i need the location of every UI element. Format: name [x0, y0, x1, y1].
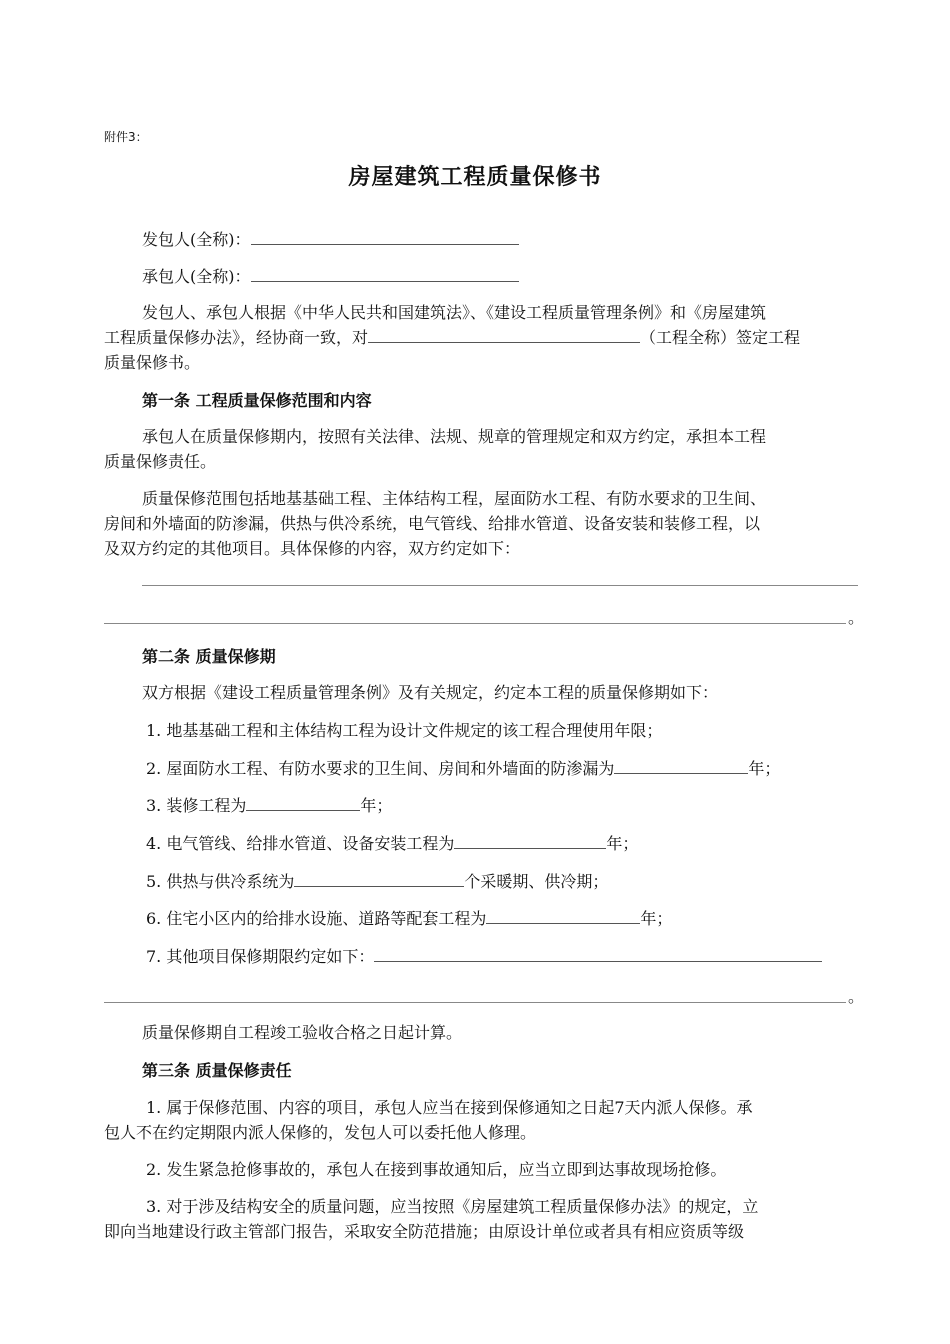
- waterproof-years-blank[interactable]: [614, 757, 748, 774]
- article-1-end-mark: 。: [848, 608, 865, 627]
- intro-line-1: 发包人、承包人根据《中华人民共和国建筑法》、《建设工程质量管理条例》和《房屋建筑: [142, 303, 767, 322]
- warranty-item-7-text: 7. 其他项目保修期限约定如下：: [146, 947, 375, 966]
- article-3-p3-line-1: 3. 对于涉及结构安全的质量问题，应当按照《房屋建筑工程质量保修办法》的规定，立: [146, 1197, 759, 1216]
- page-title: 房屋建筑工程质量保修书: [348, 165, 602, 190]
- warranty-item-1: 1. 地基基础工程和主体结构工程为设计文件规定的该工程合理使用年限；: [146, 721, 663, 740]
- supporting-works-years-blank[interactable]: [486, 907, 640, 924]
- party-b-blank[interactable]: [251, 265, 519, 282]
- installation-years-blank[interactable]: [454, 832, 606, 849]
- warranty-item-3: [146, 793, 392, 819]
- article-3-p1-line-2: 包人不在约定期限内派人保修的，发包人可以委托他人修理。: [104, 1123, 537, 1142]
- party-a-label: 发包人(全称)：: [142, 230, 251, 249]
- warranty-item-5-unit: 个采暖期、供冷期；: [464, 872, 609, 891]
- article-1-blank-line-2[interactable]: [104, 623, 846, 624]
- article-1-p2-line-1: 质量保修范围包括地基基础工程、主体结构工程，屋面防水工程、有防水要求的卫生间、: [142, 489, 767, 508]
- project-name-blank[interactable]: [368, 326, 640, 343]
- warranty-item-7: [146, 944, 822, 970]
- warranty-item-5: [146, 869, 608, 895]
- other-items-blank[interactable]: [374, 945, 822, 962]
- warranty-item-6-unit: 年；: [640, 909, 673, 928]
- warranty-item-4-text: 4. 电气管线、给排水管道、设备安装工程为: [146, 834, 455, 853]
- article-3-p1-line-1: 1. 属于保修范围、内容的项目，承包人应当在接到保修通知之日起7天内派人保修。承: [146, 1098, 753, 1117]
- heating-periods-blank[interactable]: [294, 870, 464, 887]
- warranty-item-4: [146, 831, 638, 857]
- party-b-label: 承包人(全称)：: [142, 267, 251, 286]
- article-1-p2-line-3: 及双方约定的其他项目。具体保修的内容，双方约定如下：: [104, 539, 521, 558]
- warranty-item-6-text: 6. 住宅小区内的给排水设施、道路等配套工程为: [146, 909, 487, 928]
- article-1-p1-line-2: 质量保修责任。: [104, 452, 217, 471]
- article-2-blank-line[interactable]: [104, 1002, 846, 1003]
- article-3-p2: 2. 发生紧急抢修事故的，承包人在接到事故通知后，应当立即到达事故现场抢修。: [146, 1160, 727, 1179]
- article-3-p3-line-2: 即向当地建设行政主管部门报告，采取安全防范措施；由原设计单位或者具有相应资质等级: [104, 1222, 745, 1241]
- decoration-years-blank[interactable]: [246, 794, 360, 811]
- attachment-label: 附件3：: [104, 130, 148, 144]
- article-1-heading: 第一条 工程质量保修范围和内容: [142, 391, 372, 410]
- article-1-blank-line-1[interactable]: [142, 585, 858, 586]
- warranty-item-5-text: 5. 供热与供冷系统为: [146, 872, 295, 891]
- warranty-item-4-unit: 年；: [606, 834, 639, 853]
- intro-line-3: 质量保修书。: [104, 353, 201, 372]
- intro-line-2: [104, 325, 800, 351]
- party-b-line: [142, 264, 519, 290]
- warranty-item-6: [146, 906, 672, 932]
- intro-line-2-a: 工程质量保修办法》，经协商一致，对: [104, 328, 369, 347]
- article-2-heading: 第二条 质量保修期: [142, 647, 276, 666]
- warranty-item-3-unit: 年；: [360, 796, 393, 815]
- party-a-blank[interactable]: [251, 228, 519, 245]
- warranty-item-3-text: 3. 装修工程为: [146, 796, 247, 815]
- article-3-heading: 第三条 质量保修责任: [142, 1061, 292, 1080]
- warranty-item-2-text: 2. 屋面防水工程、有防水要求的卫生间、房间和外墙面的防渗漏为: [146, 759, 615, 778]
- article-1-p2-line-2: 房间和外墙面的防渗漏，供热与供冷系统，电气管线、给排水管道、设备安装和装修工程，以: [104, 514, 761, 533]
- article-1-p1-line-1: 承包人在质量保修期内，按照有关法律、法规、规章的管理规定和双方约定，承担本工程: [142, 427, 767, 446]
- warranty-item-2: [146, 756, 780, 782]
- warranty-item-2-unit: 年；: [748, 759, 781, 778]
- party-a-line: [142, 227, 519, 253]
- article-2-end-mark: 。: [848, 987, 865, 1006]
- warranty-start-note: 质量保修期自工程竣工验收合格之日起计算。: [142, 1023, 463, 1042]
- intro-line-2-b: （工程全称）签定工程: [640, 328, 801, 347]
- article-2-intro: 双方根据《建设工程质量管理条例》及有关规定，约定本工程的质量保修期如下：: [142, 683, 719, 702]
